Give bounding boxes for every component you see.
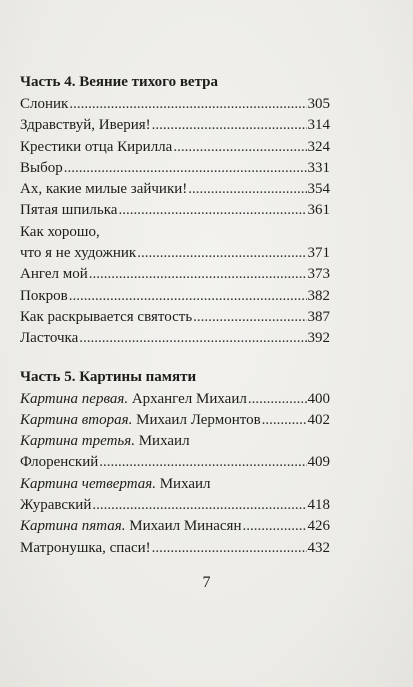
entry-page: 305 xyxy=(307,96,330,112)
entry-title-line1 xyxy=(20,474,330,495)
entry-label: Картина пятая. xyxy=(20,518,126,535)
entry-title xyxy=(20,410,261,431)
toc-entry xyxy=(20,264,330,285)
leader-dots xyxy=(64,158,307,179)
leader-dots xyxy=(152,538,307,559)
toc-entry xyxy=(20,94,330,115)
leader-dots xyxy=(137,243,306,264)
leader-dots xyxy=(69,94,306,115)
entry-page: 409 xyxy=(307,454,330,471)
leader-dots xyxy=(118,200,306,221)
entry-page: 392 xyxy=(307,330,330,347)
entry-title xyxy=(20,389,247,410)
entry-label: Картина вторая. xyxy=(20,411,133,428)
leader-dots xyxy=(193,307,306,328)
entry-title-text: Михаил xyxy=(159,475,211,492)
entry-title-line1 xyxy=(20,431,330,452)
part-4-title: Часть 4. Веяние тихого ветра xyxy=(20,74,218,90)
entry-label: Картина первая. xyxy=(20,390,129,407)
leader-dots xyxy=(99,452,306,473)
toc-entry xyxy=(20,410,330,431)
entry-page: 432 xyxy=(307,539,330,556)
leader-dots xyxy=(262,410,307,431)
leader-dots xyxy=(69,286,307,307)
entry-title-text: Михаил Лермонтов xyxy=(136,411,261,428)
leader-dots xyxy=(248,389,307,410)
entry-title: Пятая шпилька xyxy=(20,202,118,219)
toc-entry xyxy=(20,115,330,136)
toc-entry xyxy=(20,307,330,328)
entry-page: 373 xyxy=(307,266,330,283)
leader-dots xyxy=(92,495,306,516)
entry-page: 331 xyxy=(307,159,330,176)
leader-dots xyxy=(173,137,306,158)
leader-dots xyxy=(242,516,306,537)
entry-title-text: Михаил Минасян xyxy=(129,518,242,535)
leader-dots xyxy=(79,328,306,349)
leader-dots xyxy=(188,179,306,200)
toc-entry xyxy=(20,158,330,179)
toc-entry xyxy=(20,200,330,221)
entry-page: 354 xyxy=(307,181,330,198)
page-number: 7 xyxy=(202,574,211,591)
entry-title: Крестики отца Кирилла xyxy=(20,138,173,155)
toc-entry xyxy=(20,452,330,473)
entry-title: Здравствуй, Иверия! xyxy=(20,117,151,134)
entry-label: Картина четвертая. xyxy=(20,475,156,492)
entry-page: 371 xyxy=(307,245,330,262)
entry-page: 426 xyxy=(307,518,330,535)
toc-entry xyxy=(20,516,330,537)
part-5-title: Часть 5. Картины памяти xyxy=(20,368,197,385)
entry-title: Как раскрывается святость xyxy=(20,308,193,325)
entry-title: Слоник xyxy=(20,96,69,112)
entry-title: Выбор xyxy=(20,159,63,176)
toc-entry xyxy=(20,243,330,264)
table-of-contents xyxy=(20,72,330,559)
entry-page: 387 xyxy=(307,308,330,325)
entry-page: 418 xyxy=(307,497,330,514)
entry-page: 361 xyxy=(307,202,330,219)
entry-page: 400 xyxy=(307,390,330,407)
leader-dots xyxy=(89,264,307,285)
entry-page: 402 xyxy=(307,411,330,428)
entry-page: 324 xyxy=(307,138,330,155)
toc-entry xyxy=(20,179,330,200)
entry-page: 382 xyxy=(307,287,330,304)
entry-title: Журавский xyxy=(20,497,92,514)
toc-entry xyxy=(20,137,330,158)
entry-title: Ангел мой xyxy=(20,266,88,283)
entry-page: 314 xyxy=(307,117,330,134)
entry-title xyxy=(20,516,241,537)
entry-title: Флоренский xyxy=(20,454,99,471)
toc-entry xyxy=(20,538,330,559)
leader-dots xyxy=(152,115,307,136)
entry-label: Картина третья. xyxy=(20,433,135,450)
entry-title: Покров xyxy=(20,287,68,304)
toc-entry xyxy=(20,389,330,410)
toc-entry xyxy=(20,286,330,307)
entry-title-text: Архангел Михаил xyxy=(131,390,247,407)
entry-title: Ласточка xyxy=(20,330,79,347)
entry-title-text: Михаил xyxy=(138,433,190,450)
entry-title: Ах, какие милые зайчики! xyxy=(20,181,188,198)
entry-title: Матронушка, спаси! xyxy=(20,539,151,556)
toc-entry xyxy=(20,328,330,349)
entry-title-line1: Как хорошо, xyxy=(20,223,100,240)
entry-title: что я не художник xyxy=(20,245,137,262)
toc-entry xyxy=(20,495,330,516)
